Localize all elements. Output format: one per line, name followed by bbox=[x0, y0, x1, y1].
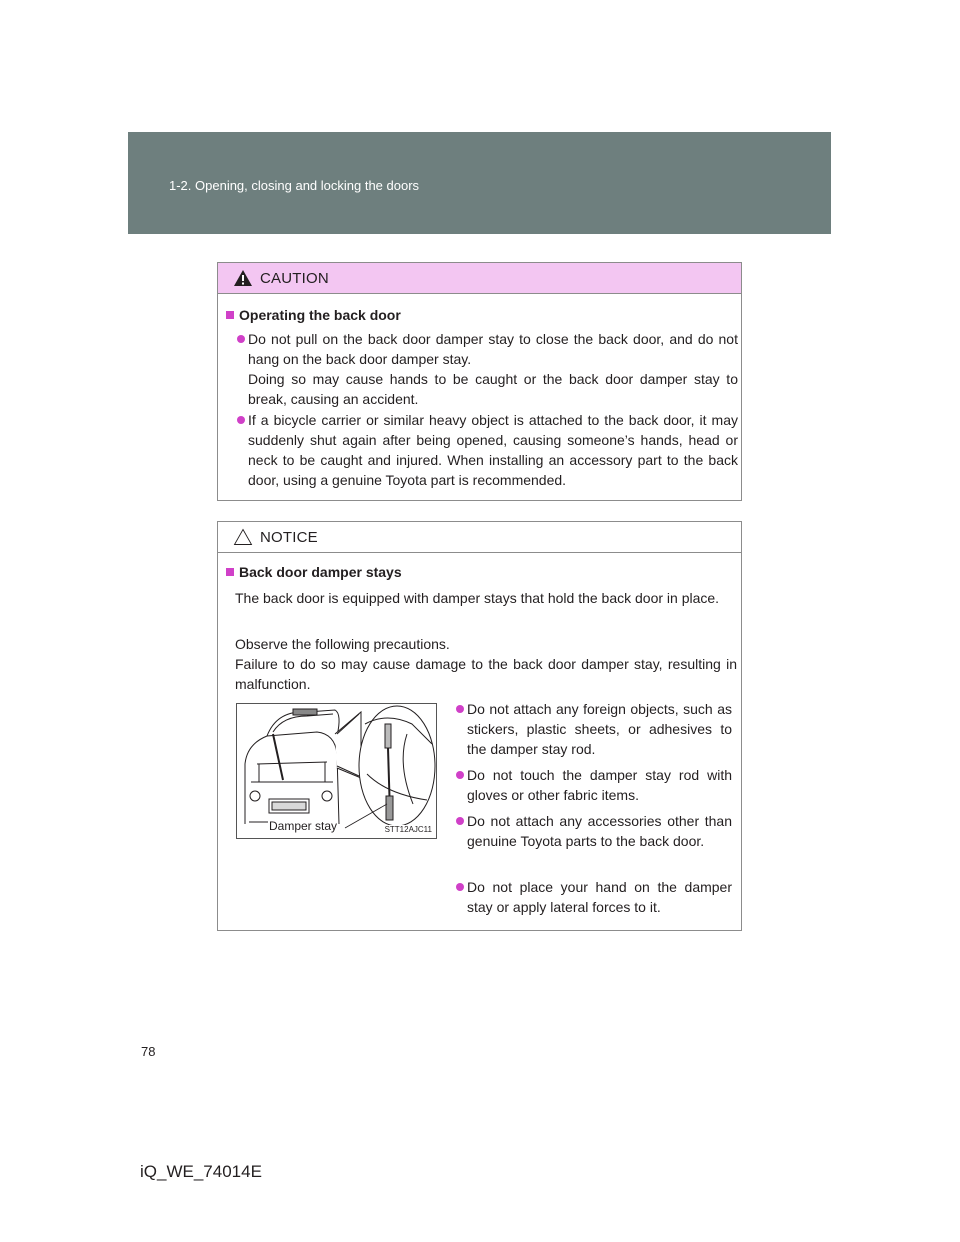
document-code: iQ_WE_74014E bbox=[140, 1162, 262, 1181]
notice-paragraph: The back door is equipped with damper stays that hold the back door in place. bbox=[235, 590, 720, 606]
square-bullet-icon bbox=[226, 311, 234, 319]
figure-code: STT12AJC11 bbox=[384, 825, 432, 834]
section-header: 1-2. Opening, closing and locking the doors bbox=[169, 178, 420, 193]
caution-bullet: If a bicycle carrier or similar heavy object is attached to the back door, it may suddenly shut again after being opened, causing someone’s hands, head or neck to be caught and injured. When installing an accessory part to the back door, using a genuine Toyota part is recommended. bbox=[248, 412, 738, 488]
caution-section-title: Operating the back door bbox=[226, 307, 401, 323]
notice-triangle-icon bbox=[233, 528, 253, 546]
notice-bullet: Do not touch the damper stay rod with gloves or other fabric items. bbox=[467, 767, 732, 803]
notice-box bbox=[217, 521, 742, 931]
caution-label: CAUTION bbox=[260, 270, 329, 287]
notice-bullet: Do not attach any foreign objects, such as stickers, plastic sheets, or adhesives to the damper stay rod. bbox=[467, 701, 732, 757]
damper-stay-illustration bbox=[236, 703, 437, 839]
notice-bullet: Do not place your hand on the damper stay or apply lateral forces to it. bbox=[467, 879, 732, 915]
square-bullet-icon bbox=[226, 568, 234, 576]
notice-paragraph: Observe the following precautions. Failure to do so may cause damage to the back door damper stay, resulting in malfunction. bbox=[235, 636, 737, 692]
notice-label: NOTICE bbox=[260, 529, 318, 546]
caution-box bbox=[217, 262, 742, 501]
warning-icon bbox=[233, 269, 253, 287]
figure-label: Damper stay bbox=[269, 819, 338, 833]
notice-bullet: Do not attach any accessories other than genuine Toyota parts to the back door. bbox=[467, 813, 732, 849]
notice-section-title: Back door damper stays bbox=[226, 564, 402, 580]
caution-header bbox=[218, 263, 741, 294]
page-number: 78 bbox=[141, 1044, 156, 1059]
caution-bullet: Do not pull on the back door damper stay to close the back door, and do not hang on the back door damper stay. Doing so may cause hands to be caught or the back door damper stay to break, causing an accident. bbox=[248, 331, 738, 407]
notice-header bbox=[218, 522, 741, 553]
